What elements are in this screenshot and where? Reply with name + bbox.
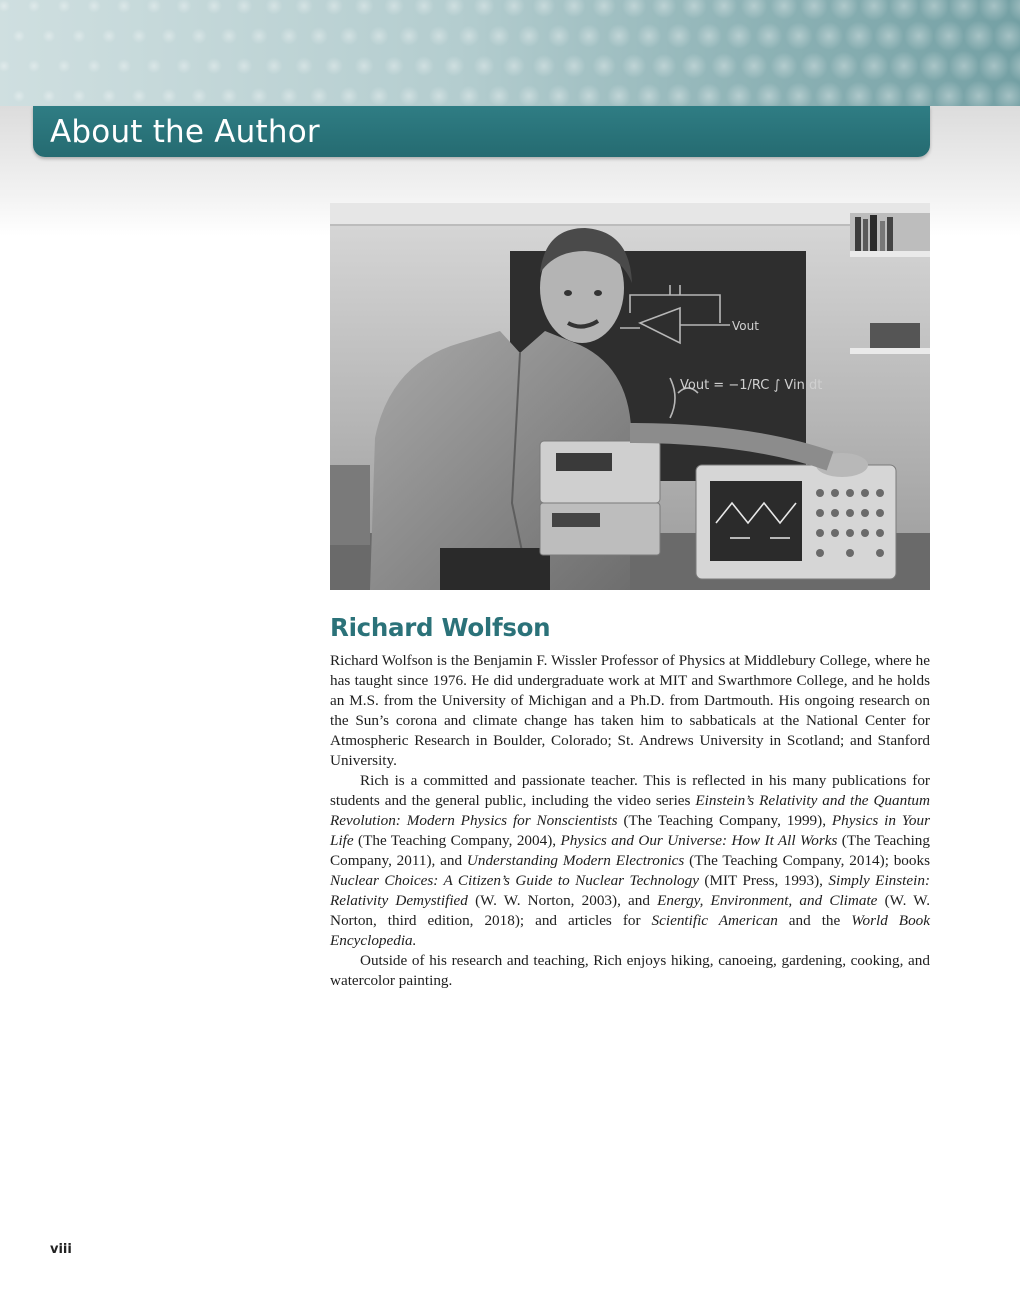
pattern-dot [993, 20, 1020, 52]
pattern-dot [741, 0, 768, 19]
author-photo-icon [330, 203, 930, 590]
pattern-dot [993, 80, 1020, 106]
pattern-dot [28, 0, 41, 12]
pattern-dot [161, 88, 176, 103]
pattern-dot [191, 88, 207, 104]
pattern-dot [607, 84, 631, 106]
pattern-dot [87, 59, 101, 73]
pattern-dot [770, 0, 797, 20]
pattern-dot [1008, 0, 1020, 22]
pattern-dot [414, 0, 434, 16]
pattern-dot [206, 58, 222, 74]
bio-title: World Book Encyclopedia. [330, 912, 931, 949]
pattern-dot [28, 60, 41, 73]
pattern-dot [859, 0, 888, 21]
pattern-dot [132, 89, 147, 104]
pattern-dot [236, 58, 253, 75]
bio-text: (The Teaching Company, 2014); books [684, 852, 931, 869]
pattern-dot [132, 29, 147, 44]
bio-paragraph-1: Richard Wolfson is the Benjamin F. Wissler Professor of Physics at Middlebury College, where he has taught since 1976. He did undergraduate work at MIT and Swarthmore College, and he holds an M.S. from the University of Michigan and a Ph.D. from Dartmouth. His ongoing research on the Sun’s corona and climate change has taken him to sabbaticals at the National Center for Atmospheric Research in Boulder, Colorado; St. Andrews University in Scotland; and Stanford University. [330, 652, 930, 769]
author-name: Richard Wolfson [330, 613, 551, 642]
pattern-dot [934, 81, 965, 106]
pattern-dot [859, 51, 888, 80]
pattern-dot [13, 90, 25, 102]
bio-text: (The Teaching Company, 2004), [353, 832, 561, 849]
pattern-dot [755, 22, 782, 49]
bio-title: Understanding Modern Electronics [466, 852, 685, 869]
pattern-dot [57, 59, 70, 72]
pattern-dot [904, 81, 934, 106]
pattern-dot [978, 0, 1009, 22]
pattern-dot [488, 25, 510, 47]
pattern-dot [1008, 50, 1020, 82]
pattern-dot [236, 0, 253, 14]
pattern-dot [354, 0, 373, 16]
pattern-dot [666, 23, 691, 48]
bio-title: Physics in Your Life [330, 812, 930, 849]
bio-paragraph-2 [330, 771, 930, 951]
pattern-dot [800, 0, 828, 20]
pattern-dot [592, 54, 616, 78]
pattern-dot [592, 0, 616, 18]
pattern-dot [72, 89, 86, 103]
pattern-dot [43, 90, 56, 103]
dot-pattern-icon [0, 0, 1020, 106]
pattern-dot [978, 50, 1009, 81]
pattern-dot [770, 52, 797, 79]
pattern-dot [221, 28, 237, 44]
bio-text: (W. W. Norton, 2003), and [467, 892, 658, 909]
pattern-dot [815, 82, 843, 106]
pattern-dot [295, 0, 313, 15]
pattern-dot [785, 22, 813, 50]
pattern-dot [280, 87, 298, 105]
pattern-dot [102, 89, 116, 103]
pattern-dot [577, 84, 601, 106]
pattern-dot [949, 0, 980, 21]
pattern-dot [72, 29, 86, 43]
pattern-dot [666, 83, 691, 106]
pattern-dot [845, 82, 874, 106]
pattern-dot [637, 84, 662, 106]
pattern-dot [146, 58, 161, 73]
bio-title: Scientific American [651, 912, 778, 929]
pattern-dot [830, 0, 859, 20]
pattern-dot [117, 0, 131, 13]
pattern-dot [696, 23, 722, 49]
pattern-dot [473, 55, 494, 76]
pattern-dot [161, 28, 176, 43]
bio-text: (The Teaching Company, 1999), [617, 812, 832, 829]
pattern-dot [696, 83, 722, 106]
pattern-dot [310, 87, 328, 105]
pattern-dot [889, 0, 919, 21]
pattern-dot [146, 0, 161, 14]
pattern-dot [726, 23, 752, 49]
pattern-dot [87, 0, 101, 13]
pattern-dot [562, 0, 585, 18]
pattern-dot [384, 0, 404, 16]
pattern-dot [414, 56, 434, 76]
pattern-dot [458, 85, 479, 106]
page-number: viii [50, 1242, 72, 1257]
bio-text: (The Teaching Company, 2011), and [330, 832, 930, 869]
pattern-dot [845, 22, 874, 51]
pattern-dot [577, 24, 601, 48]
pattern-dot [176, 0, 192, 14]
header-banner [0, 0, 1020, 106]
pattern-dot [265, 57, 282, 74]
pattern-dot [711, 0, 737, 19]
pattern-dot [250, 87, 267, 104]
bio-text: (W. W. Norton, third edition, 2018); and articles for [330, 892, 931, 929]
pattern-dot [622, 0, 646, 18]
pattern-dot [815, 22, 843, 50]
pattern-dot [934, 21, 965, 52]
pattern-dot [384, 56, 404, 76]
pattern-dot [711, 53, 737, 79]
pattern-dot [949, 51, 980, 82]
pattern-dot [503, 0, 525, 17]
pattern-dot [325, 57, 344, 76]
pattern-dot [919, 0, 949, 21]
pattern-dot [102, 29, 116, 43]
pattern-dot [681, 53, 707, 79]
pattern-dot [265, 0, 282, 15]
pattern-dot [250, 27, 267, 44]
bio-title: Energy, Environment, and Climate [657, 892, 878, 909]
pattern-dot [43, 30, 56, 43]
bio-text: (MIT Press, 1993), [698, 872, 829, 889]
pattern-dot [548, 25, 571, 48]
pattern-dot [874, 21, 903, 50]
pattern-dot [57, 0, 70, 13]
title-bar [33, 106, 930, 157]
pattern-dot [562, 54, 585, 77]
pattern-dot [726, 83, 752, 106]
pattern-dot [354, 56, 373, 75]
page-title: About the Author [50, 114, 320, 150]
pattern-dot [117, 59, 131, 73]
pattern-dot [191, 28, 207, 44]
pattern-dot [325, 0, 344, 15]
pattern-dot [280, 27, 298, 45]
bio-title: Nuclear Choices: A Citizen’s Guide to Nuclear Technology [330, 872, 699, 889]
pattern-dot [295, 57, 313, 75]
pattern-dot [444, 0, 465, 16]
pattern-dot [607, 24, 631, 48]
pattern-dot [518, 25, 540, 47]
pattern-dot [533, 55, 556, 78]
pattern-dot [503, 55, 525, 77]
pattern-dot [0, 0, 10, 12]
pattern-dot [741, 53, 768, 80]
pattern-dot [904, 21, 934, 51]
author-bio [330, 651, 930, 991]
pattern-dot [963, 20, 994, 51]
pattern-dot [429, 26, 450, 47]
pattern-dot [889, 51, 919, 81]
pattern-dot [444, 56, 465, 77]
pattern-dot [340, 87, 359, 106]
pattern-dot [874, 81, 903, 106]
board-label-vout: Vout [732, 319, 759, 333]
pattern-dot [310, 27, 328, 45]
pattern-dot [399, 86, 419, 106]
bio-title: Simply Einstein: Relativity Demystified [330, 872, 930, 909]
pattern-dot [785, 82, 813, 106]
pattern-dot [488, 85, 510, 106]
pattern-dot [622, 54, 646, 78]
pattern-dot [340, 27, 359, 46]
bio-paragraph-3: Outside of his research and teaching, Rich enjoys hiking, canoeing, gardening, cooking, and watercolor painting. [330, 952, 930, 989]
bio-text: Rich is a committed and passionate teacher. This is reflected in his many publications for students and the general public, including the video series [330, 772, 930, 809]
pattern-dot [919, 51, 949, 81]
pattern-dot [473, 0, 494, 17]
pattern-dot [830, 52, 859, 81]
pattern-dot [637, 24, 662, 49]
pattern-dot [429, 86, 450, 106]
pattern-dot [800, 52, 828, 80]
pattern-dot [206, 0, 222, 14]
pattern-dot [369, 86, 388, 105]
pattern-dot [755, 82, 782, 106]
pattern-dot [399, 26, 419, 46]
pattern-dot [369, 26, 388, 45]
board-equation: Vout = −1/RC ∫ Vin dt [680, 378, 823, 393]
pattern-dot [548, 85, 571, 106]
pattern-dot [221, 88, 237, 104]
pattern-dot [533, 0, 556, 17]
pattern-dot [651, 0, 676, 19]
pattern-dot [518, 85, 540, 106]
pattern-dot [0, 60, 10, 72]
pattern-dot [176, 58, 192, 74]
author-photo [330, 203, 930, 590]
pattern-dot [963, 80, 994, 106]
bio-title: Einstein’s Relativity and the Quantum Revolution: Modern Physics for Nonscientists [330, 792, 930, 829]
pattern-dot [651, 53, 676, 78]
pattern-dot [458, 25, 479, 46]
bio-title: Physics and Our Universe: How It All Works [560, 832, 838, 849]
pattern-dot [681, 0, 707, 19]
pattern-dot [13, 30, 25, 42]
bio-text: and the [777, 912, 852, 929]
